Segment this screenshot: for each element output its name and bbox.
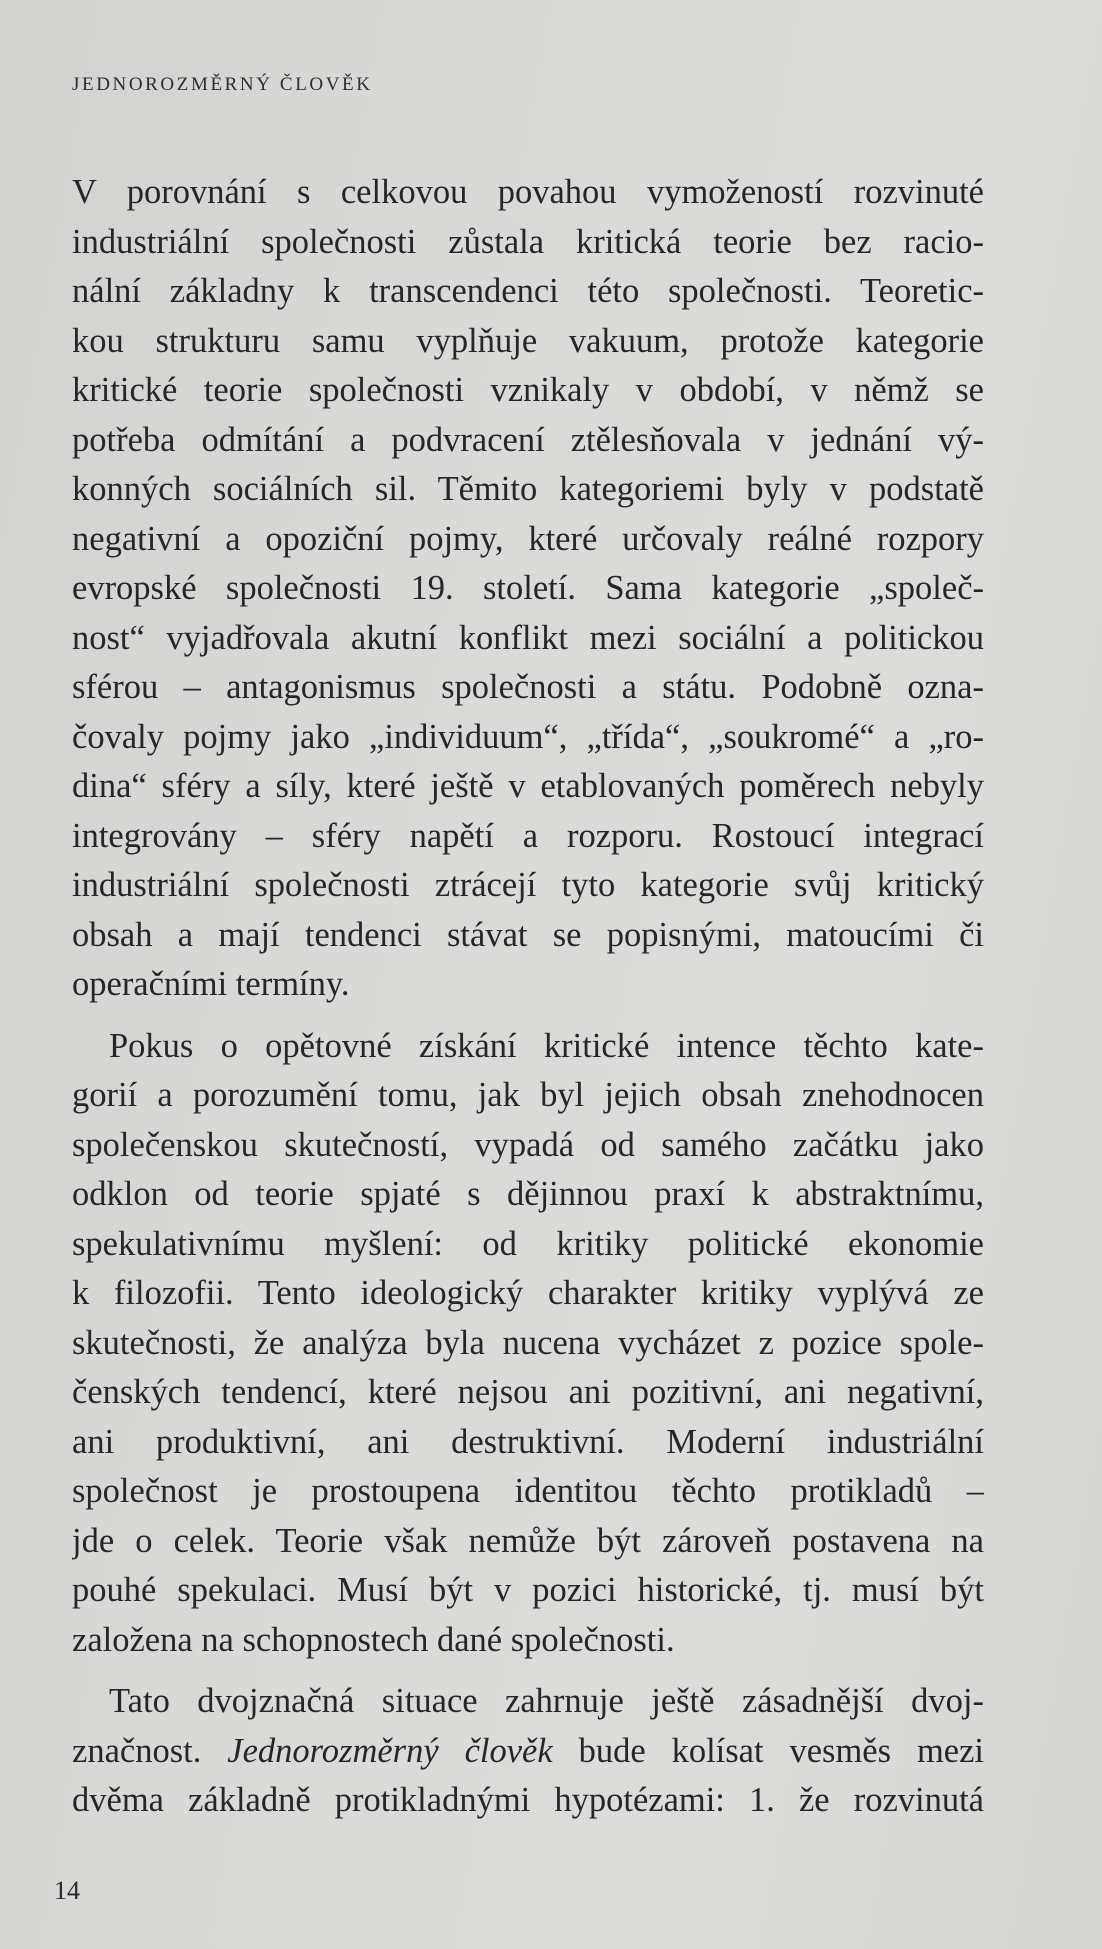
text-line: dina“ sféry a síly, které ještě v etablovaných poměrech nebyly xyxy=(72,767,984,805)
text-line: dvěma základně protikladnými hypotézami: 1. že rozvinutá xyxy=(72,1781,984,1819)
running-head: JEDNOROZMĚRNÝ ČLOVĚK xyxy=(72,74,373,95)
body-text xyxy=(72,168,984,1826)
text-line: odklon od teorie spjaté s dějinnou praxí k abstraktnímu, xyxy=(72,1175,984,1213)
text-line: společnost je prostoupena identitou těchto protikladů – xyxy=(72,1472,984,1510)
text-line: nální základny k transcendenci této společnosti. Teoretic- xyxy=(72,272,984,310)
text-line: sférou – antagonismus společnosti a státu. Podobně ozna- xyxy=(72,668,984,706)
text-line: kritické teorie společnosti vznikaly v období, v němž se xyxy=(72,371,984,409)
paragraph-2 xyxy=(72,1022,984,1666)
text-line: skutečnosti, že analýza byla nucena vycházet z pozice spole- xyxy=(72,1323,984,1362)
text-line: jde o celek. Teorie však nemůže být zároveň postavena na xyxy=(72,1521,984,1560)
text-line: negativní a opoziční pojmy, které určovaly reálné rozpory xyxy=(72,519,984,558)
text-segment: značnost. xyxy=(72,1731,228,1770)
text-line: industriální společnosti zůstala kritická teorie bez racio- xyxy=(72,222,984,261)
text-line: industriální společnosti ztrácejí tyto kategorie svůj kritický xyxy=(72,866,984,904)
text-line: čovaly pojmy jako „individuum“, „třída“, „soukromé“ a „ro- xyxy=(72,717,984,756)
page-number: 14 xyxy=(54,1876,80,1905)
text-line: společenskou skutečností, vypadá od samého začátku jako xyxy=(72,1125,984,1164)
text-segment: bude kolísat vesměs mezi xyxy=(552,1731,984,1770)
paragraph-3 xyxy=(72,1677,984,1826)
text-line: čenských tendencí, které nejsou ani pozitivní, ani negativní, xyxy=(72,1373,984,1411)
paragraph-1 xyxy=(72,168,984,1010)
text-line: potřeba odmítání a podvracení ztělesňovala v jednání vý- xyxy=(72,420,984,459)
text-line: Pokus o opětovné získání kritické intence těchto kate- xyxy=(109,1026,984,1065)
text-line: Tato dvojznačná situace zahrnuje ještě zásadnější dvoj- xyxy=(109,1682,984,1720)
text-line: operačními termíny. xyxy=(72,965,350,1003)
text-line: V porovnání s celkovou povahou vymožeností rozvinuté xyxy=(72,173,984,211)
text-line: ani produktivní, ani destruktivní. Moderní industriální xyxy=(72,1422,984,1461)
book-title-italic: Jednorozměrný člověk xyxy=(227,1731,553,1770)
text-line: evropské společnosti 19. století. Sama kategorie „společ- xyxy=(72,569,984,607)
text-line: kou strukturu samu vyplňuje vakuum, protože kategorie xyxy=(72,321,984,360)
text-line: obsah a mají tendenci stávat se popisnými, matoucími či xyxy=(72,915,984,954)
text-line: založena na schopnostech dané společnosti. xyxy=(72,1620,675,1659)
text-line: k filozofii. Tento ideologický charakter kritiky vyplývá ze xyxy=(72,1274,984,1312)
text-line: spekulativnímu myšlení: od kritiky politické ekonomie xyxy=(72,1224,984,1263)
text-line: integrovány – sféry napětí a rozporu. Rostoucí integrací xyxy=(72,816,984,855)
text-line: nost“ vyjadřovala akutní konflikt mezi sociální a politickou xyxy=(72,618,984,657)
text-line: konných sociálních sil. Těmito kategoriemi byly v podstatě xyxy=(72,470,984,508)
text-line: gorií a porozumění tomu, jak byl jejich obsah znehodnocen xyxy=(72,1076,984,1114)
text-line: pouhé spekulaci. Musí být v pozici historické, tj. musí být xyxy=(72,1571,984,1609)
text-line-with-title xyxy=(72,1727,984,1777)
